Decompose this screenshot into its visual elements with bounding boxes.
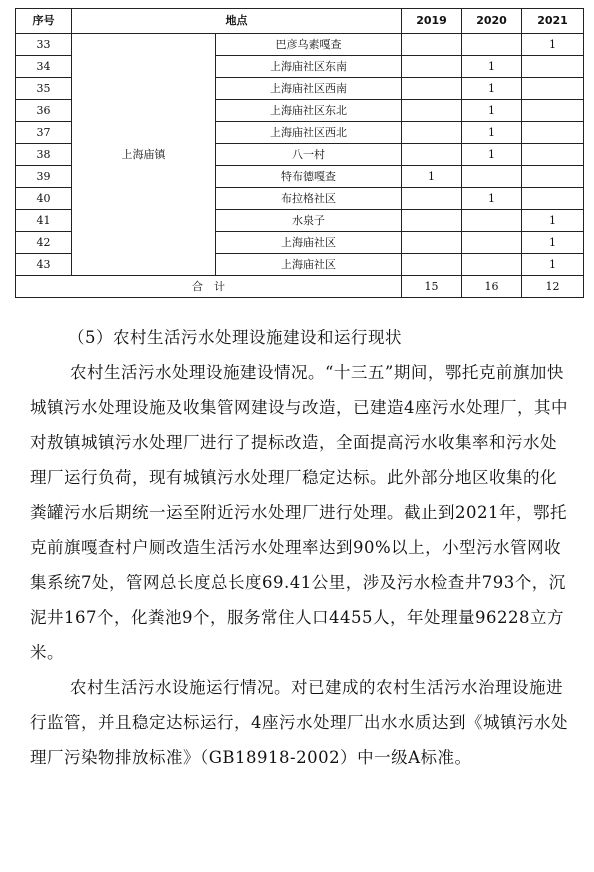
row-2020: 1 [462,100,522,122]
row-2021 [522,56,584,78]
paragraph-operation: 农村生活污水设施运行情况。对已建成的农村生活污水治理设施进行监管，并且稳定达标运行，4座污水处理厂出水水质达到《城镇污水处理厂污染物排放标准》（GB18918-2002）中一级A标准。 [30,678,568,767]
row-2021 [522,188,584,210]
section-heading: （5）农村生活污水处理设施建设和运行现状 [68,328,402,347]
row-2019 [402,188,462,210]
row-2019 [402,78,462,100]
row-2020: 1 [462,56,522,78]
row-2019 [402,254,462,276]
row-location: 上海庙社区东北 [216,100,402,122]
row-serial: 42 [16,232,72,254]
header-2021: 2021 [522,9,584,34]
row-2020 [462,254,522,276]
row-2019 [402,232,462,254]
row-2020: 1 [462,78,522,100]
row-2021 [522,144,584,166]
header-2019: 2019 [402,9,462,34]
row-serial: 34 [16,56,72,78]
row-location: 巴彦乌素嘎查 [216,34,402,56]
table-row [16,34,584,56]
row-location: 上海庙社区西北 [216,122,402,144]
row-serial: 43 [16,254,72,276]
header-2020: 2020 [462,9,522,34]
row-serial: 38 [16,144,72,166]
row-location: 水泉子 [216,210,402,232]
row-2020: 1 [462,188,522,210]
row-serial: 40 [16,188,72,210]
row-2021 [522,122,584,144]
row-2021 [522,78,584,100]
row-serial: 35 [16,78,72,100]
header-location: 地点 [72,9,402,34]
row-location: 上海庙社区东南 [216,56,402,78]
row-2019: 1 [402,166,462,188]
row-2021: 1 [522,34,584,56]
row-2020 [462,232,522,254]
facility-table [15,8,584,298]
row-2019 [402,34,462,56]
row-2019 [402,122,462,144]
header-serial: 序号 [16,9,72,34]
total-2019: 15 [402,276,462,298]
row-location: 上海庙社区 [216,232,402,254]
row-2020 [462,210,522,232]
row-2019 [402,100,462,122]
table-header-row [16,9,584,34]
table-total-row [16,276,584,298]
row-2021 [522,166,584,188]
town-name: 上海庙镇 [72,34,216,276]
total-2020: 16 [462,276,522,298]
row-serial: 39 [16,166,72,188]
row-serial: 36 [16,100,72,122]
row-2019 [402,144,462,166]
row-2020: 1 [462,144,522,166]
row-2020: 1 [462,122,522,144]
row-2021: 1 [522,254,584,276]
row-2019 [402,56,462,78]
row-serial: 33 [16,34,72,56]
paragraph-construction: 农村生活污水处理设施建设情况。“十三五”期间，鄂托克前旗加快城镇污水处理设施及收集管网建设与改造，已建造4座污水处理厂，其中对敖镇城镇污水处理厂进行了提标改造，全面提高污水收集率和污水处理厂运行负荷，现有城镇污水处理厂稳定达标。此外部分地区收集的化粪罐污水后期统一运至附近污水处理厂进行处理。截止到2021年，鄂托克前旗嘎查村户厕改造生活污水处理率达到90%以上，小型污水管网收集系统7处，管网总长度总长度69.41公里，涉及污水检查井793个，沉泥井167个，化粪池9个，服务常住人口4455人，年处理量96228立方米。 [30,363,568,662]
row-2020 [462,34,522,56]
row-location: 八一村 [216,144,402,166]
row-location: 布拉格社区 [216,188,402,210]
section-body [30,320,572,775]
row-location: 上海庙社区 [216,254,402,276]
total-label: 合 计 [16,276,402,298]
row-location: 特布德嘎查 [216,166,402,188]
row-location: 上海庙社区西南 [216,78,402,100]
row-2020 [462,166,522,188]
row-2019 [402,210,462,232]
total-2021: 12 [522,276,584,298]
row-serial: 41 [16,210,72,232]
row-serial: 37 [16,122,72,144]
row-2021: 1 [522,210,584,232]
row-2021: 1 [522,232,584,254]
row-2021 [522,100,584,122]
